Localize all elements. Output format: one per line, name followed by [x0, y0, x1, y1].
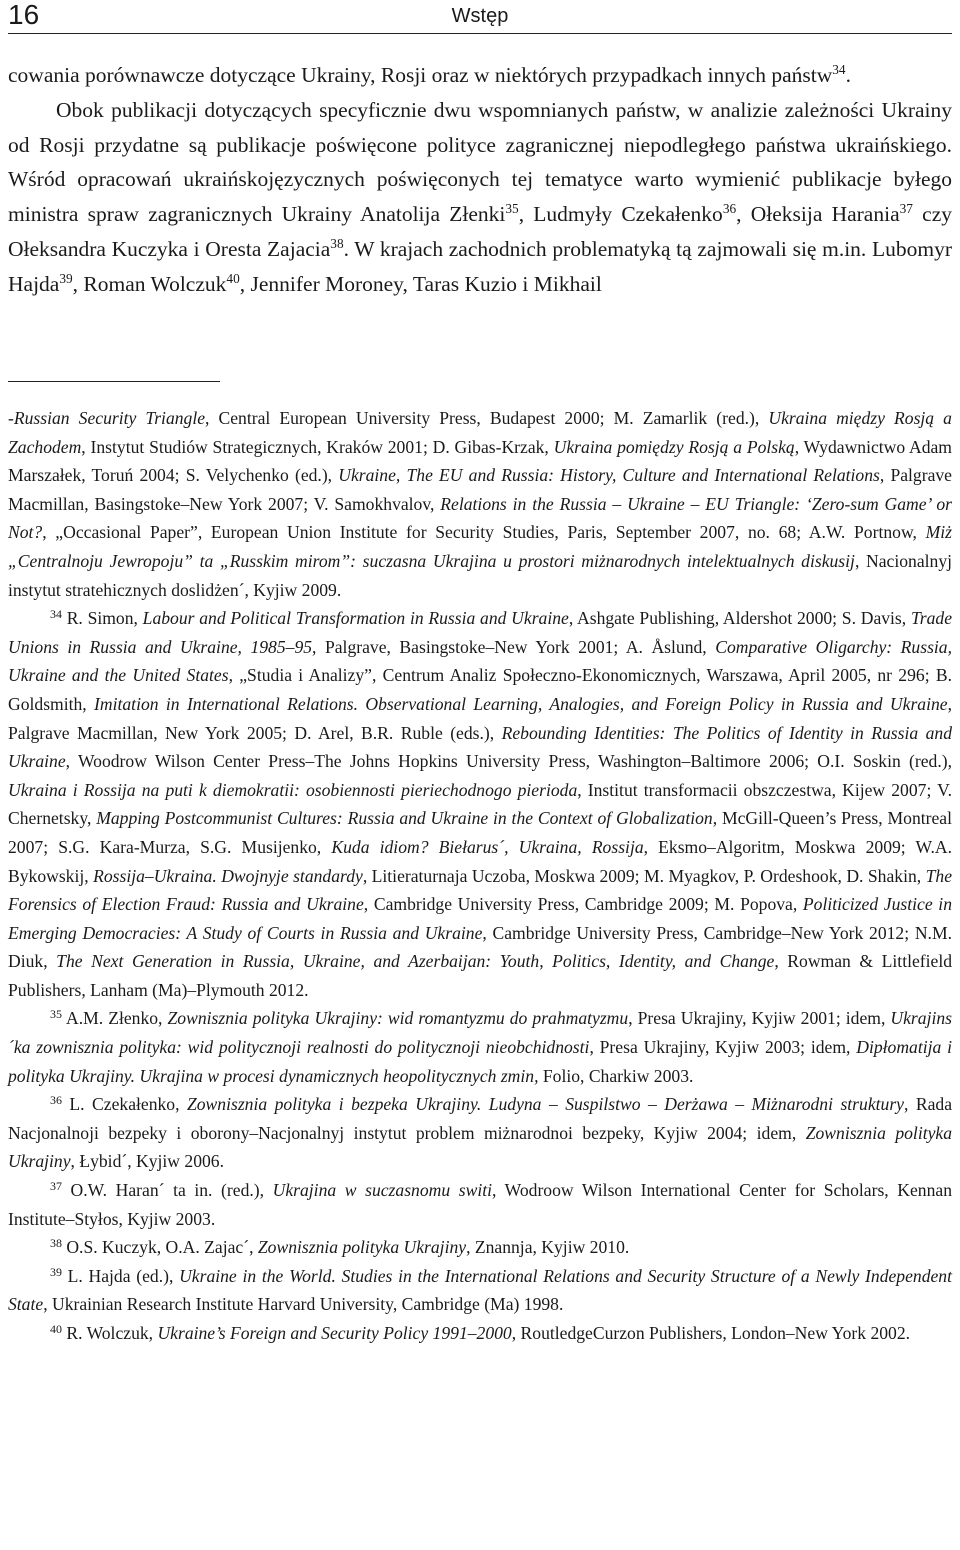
footnote-37: $^{37}$ O.W. Haran´ ta in. (red.), Ukrajina w suczasnomu switi, Wodroow Wilson International Center for Scholars, Kennan Institute–Styłos, Kyjiw 2003.: [8, 1179, 952, 1229]
page-number: 16: [8, 0, 40, 30]
footnote-number: 40: [50, 1322, 62, 1337]
main-text: [8, 58, 952, 302]
footnote-ref: 39: [59, 270, 73, 286]
footnote-separator: [8, 381, 220, 382]
footnote-ref: 38: [330, 235, 344, 251]
footnotes: [8, 404, 952, 1348]
running-head: [8, 0, 952, 34]
footnote-number: 35: [50, 1007, 62, 1022]
footnote-38: $^{38}$ O.S. Kuczyk, O.A. Zajac´, Zownisznia polityka Ukrajiny, Znannja, Kyjiw 2010.: [50, 1236, 630, 1258]
footnote-number: 39: [50, 1264, 62, 1279]
footnote-ref: 37: [899, 200, 913, 216]
footnote-number: 38: [50, 1236, 62, 1251]
footnote-35: $^{35}$ A.M. Złenko, Zownisznia polityka Ukrajiny: wid romantyzmu do prahmatyzmu, Presa Ukrajiny, Kyjiw 2001; idem, Ukrajins´ka zownisznia polityka: wid politycznoji realnosti do politycznoji nieobchidnosti, Presa Ukrajiny, Kyjiw 2003; idem, Dipłomatija i polityka Ukrajiny. Ukrajina w procesi dynamicznych heopolitycznych zmin, Folio, Charkiw 2003.: [8, 1007, 952, 1086]
footnote-36: $^{36}$ L. Czekałenko, Zownisznia polityka i bezpeka Ukrajiny. Ludyna – Suspilstwo – Derżawa – Miżnarodni struktury, Rada Nacjonalnoji bezpeky i oborony–Nacjonalnyj instytut problem miżnarodnoi bezpeky, Kyjiw 2004; idem, Zownisznia polityka Ukrajiny, Łybid´, Kyjiw 2006.: [8, 1093, 953, 1172]
footnote-39: $^{39}$ L. Hajda (ed.), Ukraine in the World. Studies in the International Relations and Security Structure of a Newly Independent State, Ukrainian Research Institute Harvard University, Cambridge (Ma) 1998.: [8, 1264, 952, 1315]
footnote-ref: 36: [722, 200, 737, 216]
footnote-continuation: -Russian Security Triangle, Central European University Press, Budapest 2000; M. Zamarlik (red.), Ukraina między Rosją a Zachodem, Instytut Studiów Strategicznych, Kraków 2001; D. Gibas-Krzak, Ukraina pomiędzy Rosją a Polską, Wydawnictwo Adam Marszałek, Toruń 2004; S. Velychenko (ed.), Ukraine, The EU and Russia: History, Culture and International Relations, Palgrave Macmillan, Basingstoke–New York 2007; V. Samokhvalov, Relations in the Russia – Ukraine – EU Triangle: ‘Zero-sum Game’ or Not?, „Occasional Paper”, European Union Institute for Security Studies, Paris, September 2007, no. 68; A.W. Portnow, Miż „Centralnoju Jewropoju” ta „Russkim mirom”: suczasna Ukrajina u prostori miżnarodnych intelektualnych diskusij, Nacionalnyj instytut stratehicznych doslidżen´, Kyjiw 2009.: [8, 408, 952, 600]
footnote-ref: 40: [226, 270, 240, 286]
footnote-ref: 34: [832, 61, 846, 77]
body-paragraph: cowania porównawcze dotyczące Ukrainy, Rosji oraz w niektórych przypadkach innych państw$^{34}$.: [8, 61, 851, 87]
footnote-ref: 35: [505, 200, 519, 216]
body-paragraph: Obok publikacji dotyczących specyficznie dwu wspomnianych państw, w analizie zależności Ukrainy od Rosji przydatne są publikacje poświęcone polityce zagranicznej niepodległego państwa ukraińskiego. Wśród opracowań ukraińskojęzycznych poświęconych tej tematyce warto wymienić publikacje byłego ministra spraw zagranicznych Ukrainy Anatolija Złenki$^{35}$, Ludmyły Czekałenko$^{36}$, Ołeksija Harania$^{37}$ czy Ołeksandra Kuczyka i Oresta Zajacia$^{38}$. W krajach zachodnich problematyką tą zajmowali się m.in. Lubomyr Hajda$^{39}$, Roman Wolczuk$^{40}$, Jennifer Moroney, Taras Kuzio i Mikhail: [8, 97, 952, 296]
footnote-number: 36: [50, 1093, 62, 1108]
header-rule: [8, 33, 952, 34]
section-title: Wstęp: [451, 5, 509, 27]
footnote-40: $^{40}$ R. Wolczuk, Ukraine’s Foreign and Security Policy 1991–2000, RoutledgeCurzon Publishers, London–New York 2002.: [50, 1322, 911, 1343]
footnote-number: 37: [50, 1179, 62, 1194]
footnote-number: 34: [50, 607, 62, 622]
footnote-34: $^{34}$ R. Simon, Labour and Political Transformation in Russia and Ukraine, Ashgate Publishing, Aldershot 2000; S. Davis, Trade Unions in Russia and Ukraine, 1985–95, Palgrave, Basingstoke–New York 2001; A. Åslund, Comparative Oligarchy: Russia, Ukraine and the United States, „Studia i Analizy”, Centrum Analiz Społeczno-Ekonomicznych, Warszawa, April 2005, nr 296; B. Goldsmith, Imitation in International Relations. Observational Learning, Analogies, and Foreign Policy in Russia and Ukraine, Palgrave Macmillan, New York 2005; D. Arel, B.R. Ruble (eds.), Rebounding Identities: The Politics of Identity in Russia and Ukraine, Woodrow Wilson Center Press–The Johns Hopkins University Press, Washington–Baltimore 2006; O.I. Soskin (red.), Ukraina i Rossija na puti k diemokratii: osobiennosti pieriechodnogo pierioda, Institut transformacii obszczestwa, Kijew 2007; V. Chernetsky, Mapping Postcommunist Cultures: Russia and Ukraine in the Context of Globalization, McGill-Queen’s Press, Montreal 2007; S.G. Kara-Murza, S.G. Musijenko, Kuda idiom? Biełarus´, Ukraina, Rossija, Eksmo–Algoritm, Moskwa 2009; W.A. Bykowskij, Rossija–Ukraina. Dwojnyje standardy, Litieraturnaja Uczoba, Moskwa 2009; M. Myagkov, P. Ordeshook, D. Shakin, The Forensics of Election Fraud: Russia and Ukraine, Cambridge University Press, Cambridge 2009; M. Popova, Politicized Justice in Emerging Democracies: A Study of Courts in Russia and Ukraine, Cambridge University Press, Cambridge–New York 2012; N.M. Diuk, The Next Generation in Russia, Ukraine, and Azerbaijan: Youth, Politics, Identity, and Change, Rowman & Littlefield Publishers, Lanham (Ma)–Plymouth 2012.: [8, 607, 953, 1000]
